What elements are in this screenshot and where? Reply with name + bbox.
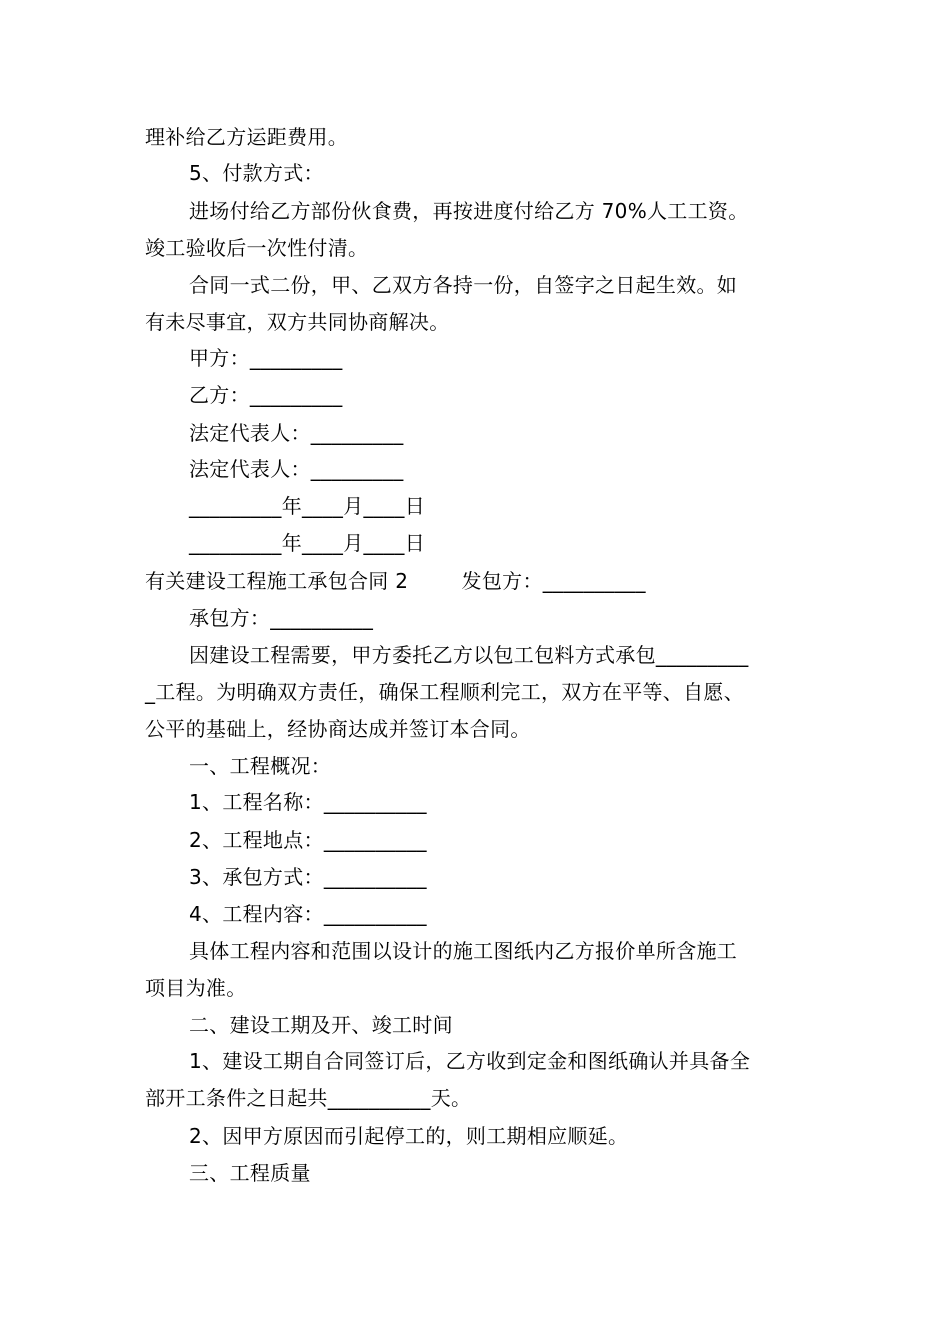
date-line: _________年____月____日 <box>189 531 425 555</box>
text-line: 因建设工程需要，甲方委托乙方以包工包料方式承包_________ <box>189 643 749 667</box>
text-line: 具体工程内容和范围以设计的施工图纸内乙方报价单所含施工 <box>189 939 738 963</box>
date-line: _________年____月____日 <box>189 494 425 518</box>
signature-line-legal-rep: 法定代表人：_________ <box>189 421 404 445</box>
list-item: 1、工程名称：__________ <box>189 790 427 814</box>
contractor-line: 承包方：__________ <box>189 606 374 630</box>
signature-line-legal-rep: 法定代表人：_________ <box>189 457 404 481</box>
list-item: 2、工程地点：__________ <box>189 828 427 852</box>
section-heading: 三、工程质量 <box>189 1161 311 1185</box>
text-line: 2、因甲方原因而引起停工的，则工期相应顺延。 <box>189 1124 629 1148</box>
text-line: 有未尽事宜，双方共同协商解决。 <box>145 310 450 334</box>
section-heading: 一、工程概况： <box>189 754 332 778</box>
contract-heading: 有关建设工程施工承包合同 2 发包方：__________ <box>145 569 646 593</box>
list-item: 3、承包方式：__________ <box>189 865 427 889</box>
text-line: 1、建设工期自合同签订后，乙方收到定金和图纸确认并具备全 <box>189 1049 751 1073</box>
text-line: 项目为准。 <box>145 976 247 1000</box>
text-line: 5、付款方式： <box>189 161 324 185</box>
list-item: 4、工程内容：__________ <box>189 902 427 926</box>
signature-line-party-b: 乙方：_________ <box>189 383 343 407</box>
text-line: 竣工验收后一次性付清。 <box>145 236 369 260</box>
signature-line-party-a: 甲方：_________ <box>189 346 343 370</box>
text-line: 公平的基础上，经协商达成并签订本合同。 <box>145 717 531 741</box>
text-line: 理补给乙方运距费用。 <box>145 125 348 149</box>
text-line: _工程。为明确双方责任，确保工程顺利完工，双方在平等、自愿、 <box>145 680 744 704</box>
text-line: 进场付给乙方部份伙食费，再按进度付给乙方 70%人工工资。 <box>189 199 749 223</box>
text-line: 合同一式二份，甲、乙双方各持一份，自签字之日起生效。如 <box>189 273 738 297</box>
section-heading: 二、建设工期及开、竣工时间 <box>189 1013 453 1037</box>
text-line: 部开工条件之日起共__________天。 <box>145 1086 472 1110</box>
